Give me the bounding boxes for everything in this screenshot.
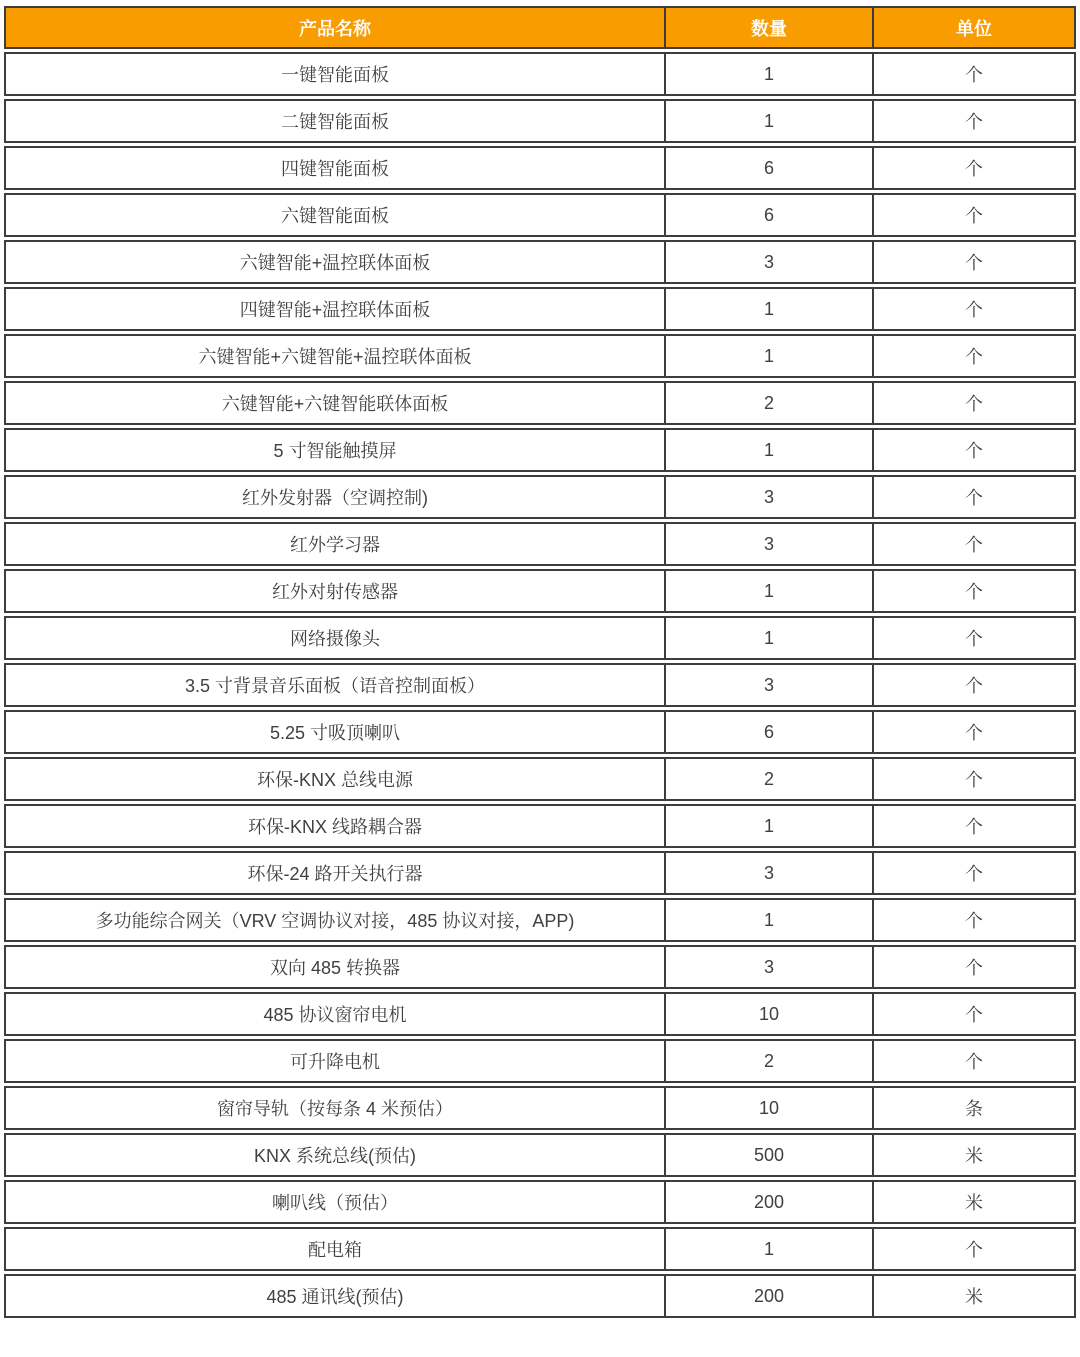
unit-cell: 个 (872, 992, 1076, 1036)
quantity-cell: 6 (664, 710, 872, 754)
unit-cell: 个 (872, 475, 1076, 519)
column-header-quantity: 数量 (664, 6, 872, 49)
unit-cell: 米 (872, 1133, 1076, 1177)
table-row (4, 945, 1076, 989)
quantity-cell: 3 (664, 522, 872, 566)
product-name-cell: 环保-24 路开关执行器 (4, 851, 664, 895)
unit-cell: 个 (872, 804, 1076, 848)
product-name-cell: 环保-KNX 线路耦合器 (4, 804, 664, 848)
quantity-cell: 3 (664, 851, 872, 895)
quantity-cell: 1 (664, 569, 872, 613)
quantity-cell: 6 (664, 193, 872, 237)
table-row (4, 522, 1076, 566)
product-name-cell: 485 协议窗帘电机 (4, 992, 664, 1036)
quantity-cell: 10 (664, 1086, 872, 1130)
quantity-cell: 3 (664, 945, 872, 989)
table-row (4, 334, 1076, 378)
unit-cell: 个 (872, 851, 1076, 895)
table-row (4, 1086, 1076, 1130)
table-row (4, 52, 1076, 96)
header-row (4, 6, 1076, 49)
unit-cell: 个 (872, 428, 1076, 472)
quantity-cell: 1 (664, 334, 872, 378)
product-name-cell: 六键智能面板 (4, 193, 664, 237)
product-table (4, 3, 1076, 1321)
unit-cell: 个 (872, 334, 1076, 378)
unit-cell: 个 (872, 52, 1076, 96)
table-row (4, 99, 1076, 143)
quantity-cell: 3 (664, 240, 872, 284)
quantity-cell: 2 (664, 381, 872, 425)
product-name-cell: 可升降电机 (4, 1039, 664, 1083)
unit-cell: 个 (872, 710, 1076, 754)
product-name-cell: 配电箱 (4, 1227, 664, 1271)
table-row (4, 757, 1076, 801)
quantity-cell: 1 (664, 898, 872, 942)
table-row (4, 287, 1076, 331)
product-name-cell: 5.25 寸吸顶喇叭 (4, 710, 664, 754)
product-name-cell: 四键智能+温控联体面板 (4, 287, 664, 331)
product-name-cell: 窗帘导轨（按每条 4 米预估） (4, 1086, 664, 1130)
unit-cell: 个 (872, 757, 1076, 801)
unit-cell: 米 (872, 1274, 1076, 1318)
table-header (4, 6, 1076, 49)
quantity-cell: 200 (664, 1180, 872, 1224)
table-row (4, 240, 1076, 284)
column-header-unit: 单位 (872, 6, 1076, 49)
product-name-cell: 六键智能+温控联体面板 (4, 240, 664, 284)
unit-cell: 个 (872, 663, 1076, 707)
quantity-cell: 3 (664, 663, 872, 707)
quantity-cell: 3 (664, 475, 872, 519)
product-name-cell: 网络摄像头 (4, 616, 664, 660)
table-row (4, 381, 1076, 425)
product-name-cell: 六键智能+六键智能联体面板 (4, 381, 664, 425)
column-header-product-name: 产品名称 (4, 6, 664, 49)
table-row (4, 851, 1076, 895)
table-row (4, 569, 1076, 613)
unit-cell: 个 (872, 945, 1076, 989)
unit-cell: 个 (872, 146, 1076, 190)
unit-cell: 个 (872, 569, 1076, 613)
quantity-cell: 1 (664, 52, 872, 96)
table-row (4, 1274, 1076, 1318)
product-name-cell: 环保-KNX 总线电源 (4, 757, 664, 801)
product-name-cell: 一键智能面板 (4, 52, 664, 96)
table-row (4, 1180, 1076, 1224)
product-name-cell: 双向 485 转换器 (4, 945, 664, 989)
quantity-cell: 2 (664, 1039, 872, 1083)
table-row (4, 663, 1076, 707)
product-name-cell: KNX 系统总线(预估) (4, 1133, 664, 1177)
quantity-cell: 1 (664, 287, 872, 331)
table-row (4, 1039, 1076, 1083)
table-row (4, 616, 1076, 660)
table-row (4, 193, 1076, 237)
table-row (4, 146, 1076, 190)
product-name-cell: 红外对射传感器 (4, 569, 664, 613)
unit-cell: 个 (872, 99, 1076, 143)
unit-cell: 个 (872, 240, 1076, 284)
unit-cell: 个 (872, 1039, 1076, 1083)
quantity-cell: 1 (664, 616, 872, 660)
unit-cell: 个 (872, 522, 1076, 566)
quantity-cell: 1 (664, 428, 872, 472)
unit-cell: 个 (872, 1227, 1076, 1271)
table-row (4, 804, 1076, 848)
unit-cell: 个 (872, 193, 1076, 237)
product-name-cell: 485 通讯线(预估) (4, 1274, 664, 1318)
table-row (4, 898, 1076, 942)
table-row (4, 475, 1076, 519)
quantity-cell: 200 (664, 1274, 872, 1318)
product-name-cell: 四键智能面板 (4, 146, 664, 190)
unit-cell: 个 (872, 616, 1076, 660)
unit-cell: 个 (872, 381, 1076, 425)
product-name-cell: 5 寸智能触摸屏 (4, 428, 664, 472)
quantity-cell: 1 (664, 99, 872, 143)
unit-cell: 条 (872, 1086, 1076, 1130)
product-name-cell: 六键智能+六键智能+温控联体面板 (4, 334, 664, 378)
quantity-cell: 1 (664, 804, 872, 848)
quantity-cell: 2 (664, 757, 872, 801)
product-name-cell: 二键智能面板 (4, 99, 664, 143)
unit-cell: 个 (872, 287, 1076, 331)
quantity-cell: 10 (664, 992, 872, 1036)
table-row (4, 710, 1076, 754)
product-name-cell: 红外学习器 (4, 522, 664, 566)
table-row (4, 992, 1076, 1036)
quantity-cell: 1 (664, 1227, 872, 1271)
unit-cell: 个 (872, 898, 1076, 942)
table-row (4, 1133, 1076, 1177)
product-name-cell: 红外发射器（空调控制) (4, 475, 664, 519)
product-name-cell: 3.5 寸背景音乐面板（语音控制面板） (4, 663, 664, 707)
table-row (4, 428, 1076, 472)
table-row (4, 1227, 1076, 1271)
product-name-cell: 多功能综合网关（VRV 空调协议对接，485 协议对接，APP) (4, 898, 664, 942)
unit-cell: 米 (872, 1180, 1076, 1224)
table-body (4, 52, 1076, 1318)
quantity-cell: 500 (664, 1133, 872, 1177)
product-name-cell: 喇叭线（预估） (4, 1180, 664, 1224)
quantity-cell: 6 (664, 146, 872, 190)
